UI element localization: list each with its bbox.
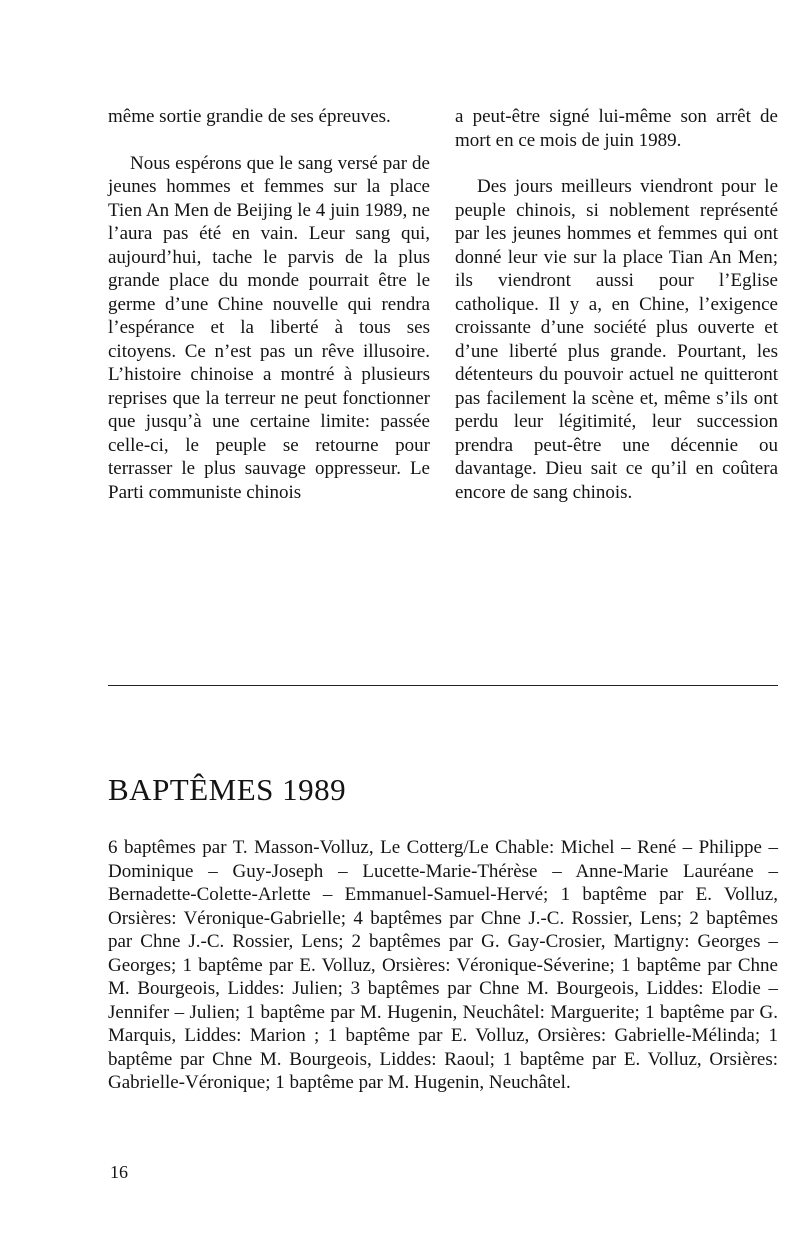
right-paragraph-2: Des jours meilleurs viendront pour le peuple chinois, si noblement représenté par les jeunes hommes et femmes qui ont donné leur vie sur la place Tian An Men; ils viendront aussi pour l’Eglise catholique. Il y a, en Chine, l’exigence croissante d’une société plus ouverte et d’une liberté plus grande. Pourtant, les détenteurs du pouvoir actuel ne quitteront pas facilement la scène et, même s’ils ont perdu leur légitimité, leur succession prendra peut-être une décennie ou davantage. Dieu sait ce qu’il en coûtera encore de sang chinois.: [455, 176, 778, 503]
section-divider: [108, 685, 778, 686]
left-paragraph-2: Nous espérons que le sang versé par de jeunes hommes et femmes sur la place Tien An Men de Beijing le 4 juin 1989, ne l’aura pas été en vain. Leur sang qui, aujourd’hui, tache le parvis de la plus grande place du monde pourrait être le germe d’une Chine nouvelle qui rendra l’espérance et la liberté à tous ses citoyens. Ce n’est pas un rêve illusoire. L’histoire chinoise a montré à plusieurs reprises que la terreur ne peut fonctionner que jusqu’à une certaine limite: passée celle-ci, le peuple se retourne pour terrasser le plus sauvage oppresseur. Le Parti communiste chinois: [108, 152, 430, 503]
left-column: [108, 105, 430, 527]
section-title: BAPTÊMES 1989: [108, 772, 347, 807]
baptism-list: 6 baptêmes par T. Masson-Volluz, Le Cotterg/Le Chable: Michel – René – Philippe – Dominique – Guy-Joseph – Lucette-Marie-Thérèse – Anne-Marie Lauréane – Bernadette-Colette-Arlette – Emmanuel-Samuel-Hervé; 1 baptême par E. Volluz, Orsières: Véronique-Gabrielle; 4 baptêmes par Chne J.-C. Rossier, Lens; 2 baptêmes par Chne J.-C. Rossier, Lens; 2 baptêmes par G. Gay-Crosier, Martigny: Georges – Georges; 1 baptême par E. Volluz, Orsières: Véronique-Séverine; 1 baptême par Chne M. Bourgeois, Liddes: Julien; 3 baptêmes par Chne M. Bourgeois, Liddes: Elodie – Jennifer – Julien; 1 baptême par M. Hugenin, Neuchâtel: Marguerite; 1 baptême par G. Marquis, Liddes: Marion ; 1 baptême par E. Volluz, Orsières: Gabrielle-Mélinda; 1 baptême par Chne M. Bourgeois, Liddes: Raoul; 1 baptême par E. Volluz, Orsières: Gabrielle-Véronique; 1 baptême par M. Hugenin, Neuchâtel.: [108, 837, 778, 1093]
right-column: [455, 105, 778, 527]
page-number: 16: [110, 1162, 128, 1182]
right-paragraph-1: a peut-être signé lui-même son arrêt de mort en ce mois de juin 1989.: [455, 106, 778, 151]
left-paragraph-1: même sortie grandie de ses épreuves.: [108, 106, 391, 127]
